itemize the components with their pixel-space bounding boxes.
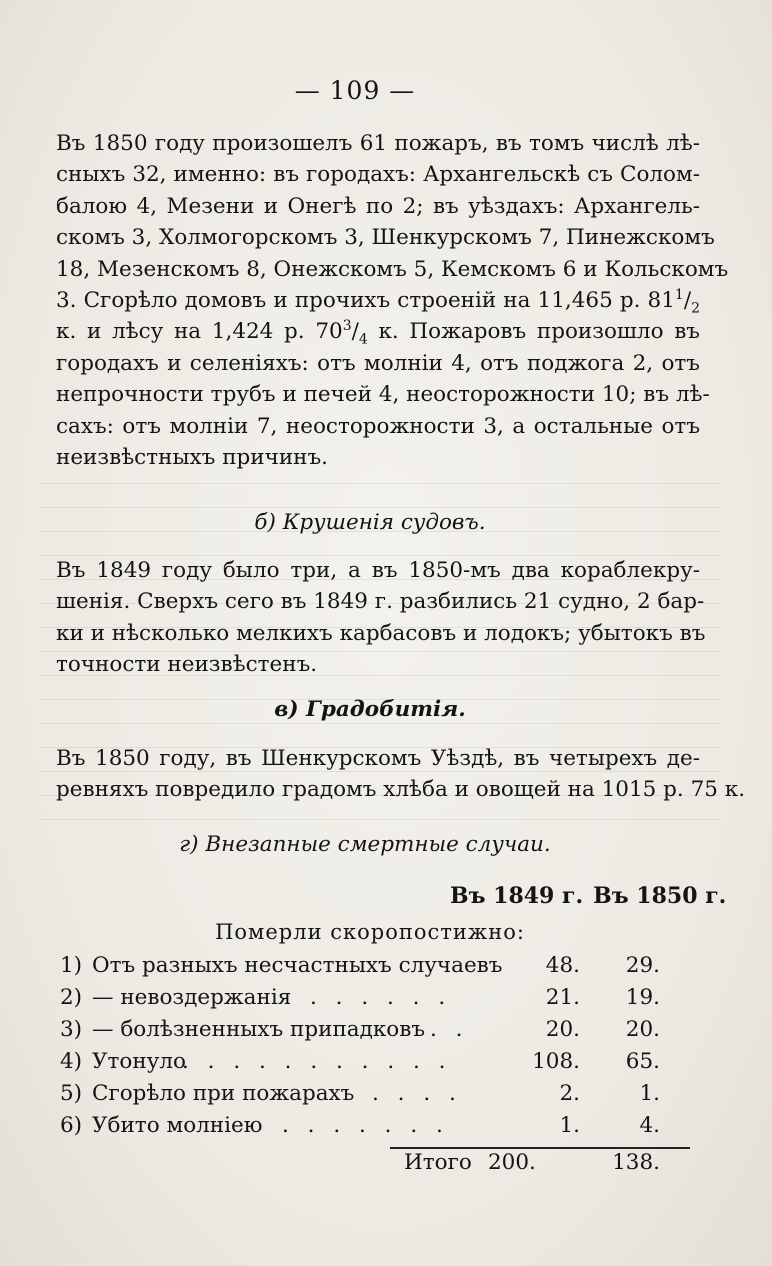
paragraph-line: шенія. Сверхъ сего въ 1849 г. разбились 21 судно, 2 бар-	[56, 589, 705, 615]
shipwreck-paragraph	[56, 555, 706, 681]
line-text: к. и лѣсу на 1,424 р. 70	[56, 319, 343, 345]
row-label: Убито молніею	[92, 1113, 263, 1138]
paragraph-line: балою 4, Мезени и Онегѣ по 2; въ уѣздахъ: Архангель-	[56, 193, 700, 219]
leader-dots: . . . . . .	[310, 985, 452, 1010]
total-1849: 200.	[488, 1150, 536, 1175]
value-1849: 20.	[545, 1017, 580, 1042]
leader-dots: . . . . . . .	[282, 1113, 449, 1138]
hail-paragraph	[56, 743, 746, 806]
leader-dots: . . . . . . . . . . .	[182, 1049, 452, 1074]
table-row	[60, 1113, 660, 1143]
table-row	[60, 1017, 660, 1047]
value-1850: 29.	[625, 953, 660, 978]
paragraph-line-with-fraction: к. и лѣсу на 1,424 р. $70^3/_4$ к. Пожаровъ произошло въ	[56, 318, 700, 348]
table-title: Померли скоропостижно:	[215, 920, 525, 944]
row-label: Сгорѣло при пожарахъ	[92, 1081, 355, 1106]
fraction-numerator: 1	[674, 286, 684, 303]
paragraph-line: ки и нѣсколько мелкихъ карбасовъ и лодокъ; убытокъ въ	[56, 620, 706, 646]
paragraph-line: неизвѣстныхъ причинъ.	[56, 445, 329, 471]
section-heading-hail: в) Градобитія.	[274, 697, 466, 722]
value-1850: 1.	[639, 1081, 660, 1106]
table-row	[60, 953, 660, 983]
row-label: — невоздержанія	[92, 985, 292, 1010]
row-number: 4)	[60, 1049, 83, 1074]
section-heading-shipwrecks: б) Крушенія судовъ.	[254, 510, 486, 535]
total-label: Итого	[404, 1150, 472, 1175]
line-text: 3. Сгорѣло домовъ и прочихъ строеній на 11,465 р. 81	[56, 288, 675, 314]
paragraph-line: 18, Мезенскомъ 8, Онежскомъ 5, Кемскомъ 6 и Кольскомъ	[56, 256, 729, 282]
value-1850: 19.	[625, 985, 660, 1010]
table-row	[60, 1081, 660, 1111]
total-row	[380, 1150, 660, 1180]
value-1849: 21.	[545, 985, 580, 1010]
value-1850: 20.	[625, 1017, 660, 1042]
leader-dots: . .	[430, 1017, 469, 1042]
paragraph-line: скомъ 3, Холмогорскомъ 3, Шенкурскомъ 7, Пинежскомъ	[56, 225, 715, 251]
fraction-denominator: 2	[691, 300, 700, 317]
row-number: 6)	[60, 1113, 83, 1138]
paragraph-line: Въ 1850 году, въ Шенкурскомъ Уѣздѣ, въ четырехъ де-	[56, 746, 700, 771]
paragraph-line: точности неизвѣстенъ.	[56, 652, 318, 678]
paragraph-line: Въ 1849 году было три, а въ 1850-мъ два кораблекру-	[56, 558, 700, 583]
leader-dots: . . . .	[372, 1081, 462, 1106]
value-1850: 65.	[625, 1049, 660, 1074]
paragraph-line: ревняхъ повредило градомъ хлѣба и овощей на 1015 р. 75 к.	[56, 777, 746, 803]
line-text-tail: к. Пожаровъ произошло въ	[367, 319, 700, 345]
value-1849: 108.	[532, 1049, 580, 1074]
paragraph-line: городахъ и селеніяхъ: отъ молніи 4, отъ поджога 2, отъ	[56, 350, 700, 376]
row-label: — болѣзненныхъ припадковъ	[92, 1017, 426, 1042]
row-label: Утонуло	[92, 1049, 186, 1074]
value-1849: 1.	[559, 1113, 580, 1138]
year-1850-header: Въ 1850 г.	[593, 883, 727, 909]
row-number: 5)	[60, 1081, 83, 1106]
value-1849: 48.	[545, 953, 580, 978]
table-row	[60, 1049, 660, 1079]
paragraph-line: сахъ: отъ молніи 7, неосторожности 3, а остальные отъ	[56, 413, 700, 439]
value-1849: 2.	[559, 1081, 580, 1106]
row-label: Отъ разныхъ несчастныхъ случаевъ	[92, 953, 503, 978]
paragraph-line: сныхъ 32, именно: въ городахъ: Архангельскѣ съ Солом-	[56, 162, 700, 188]
row-number: 3)	[60, 1017, 83, 1042]
paragraph-line-with-fraction: 3. Сгорѣло домовъ и прочихъ строеній на 11,465 р. $81^1/_2$	[56, 286, 700, 317]
total-1850: 138.	[612, 1150, 660, 1175]
value-1850: 4.	[639, 1113, 660, 1138]
fraction-denominator: 4	[358, 331, 368, 348]
row-number: 2)	[60, 985, 83, 1010]
row-number: 1)	[60, 953, 83, 978]
year-1849-header: Въ 1849 г.	[450, 883, 584, 909]
table-row	[60, 985, 660, 1015]
section-heading-sudden-deaths: г) Внезапные смертные случаи.	[179, 832, 551, 857]
table-year-header	[450, 883, 726, 909]
paragraph-line: Въ 1850 году произошелъ 61 пожаръ, въ томъ числѣ лѣ-	[56, 131, 700, 156]
fires-paragraph	[56, 128, 729, 473]
fraction-numerator: 3	[342, 318, 352, 335]
page-number: — 109 —	[294, 76, 416, 105]
paragraph-line: непрочности трубъ и печей 4, неосторожности 10; въ лѣ-	[56, 382, 710, 408]
total-rule	[390, 1147, 690, 1149]
